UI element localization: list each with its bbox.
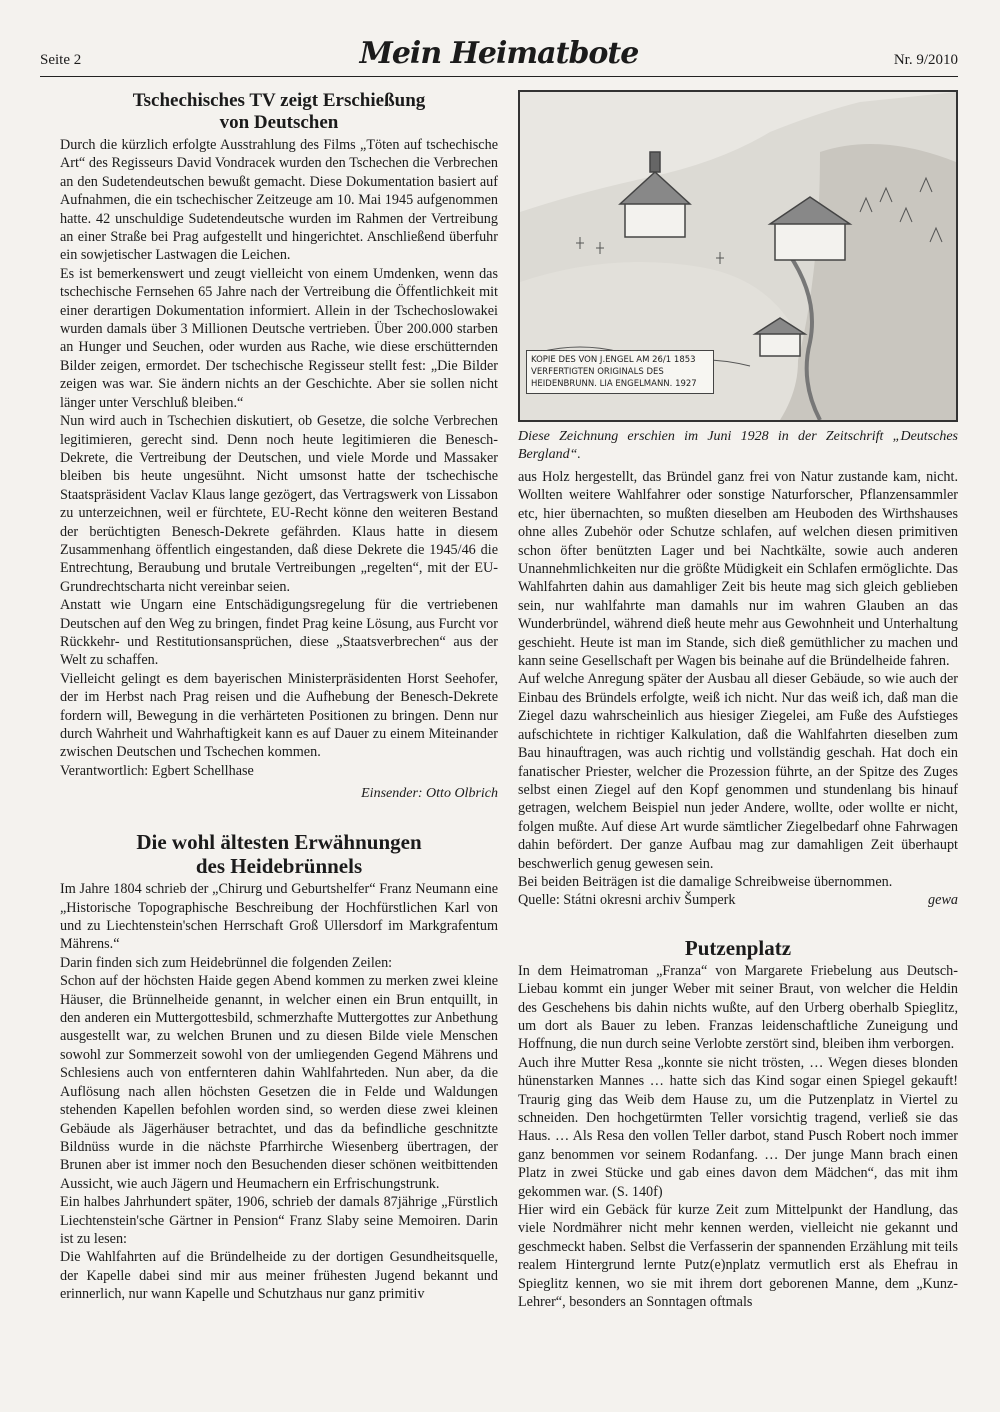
article-heidebruennel-paragraph: Darin finden sich zum Heidebrünnel die folgenden Zeilen:: [60, 954, 393, 971]
article-heidebruennel-continued: [518, 468, 958, 910]
article-putzenplatz-title: Putzenplatz: [684, 935, 792, 960]
article-heidebruennel-title: [60, 830, 498, 878]
article-putzenplatz-paragraph: Auch ihre Mutter Resa „konnte sie nicht trösten, … Wegen dieses blonden hünenstarken Mannes … hatte sich das Kind sogar einen Spiegel gekauft! Traurig ging das Weib dem Hause zu, um die Putzenplatz in Viertel zu schneiden. Den hochgetürmten Teller vorsichtig tragend, verließ sie das Haus. … Als Resa den vollen Teller darbot, stand Pusch Robert noch immer ganz benommen vor seinem Rodanfang. … Der junge Mann brach einen Platz in zwei Stücke und gab eines davon dem Mädchen“, das mit ihm gekommen war. (S. 140f): [518, 1054, 958, 1200]
article-putzenplatz: [518, 936, 958, 1312]
sketch-inscription: KOPIE DES VON J.ENGEL AM 26/1 1853 VERFERTIGTEN ORIGINALS DES HEIDENBRUNN. LIA ENGELMANN. 1927: [526, 350, 714, 394]
article-tv-paragraph: Durch die kürzlich erfolgte Ausstrahlung des Films „Töten auf tschechische Art“ des Regisseurs David Vondracek wurden den Tschechen die Verbrechen an den Sudetendeutschen bewußt gemacht. Diese Dokumentation basiert auf Aufnahmen, die ein tschechischer Zeitzeuge am 10. Mai 1945 aufgenommen hatte. 42 unschuldige Sudetendeutsche wurden im Rahmen der Vertreibung an einer Straße bei Prag aufgestellt und hingerichtet. Anschließend überfuhr ein sowjetischer Lastwagen die Leichen.: [60, 137, 498, 264]
article-heidebruennel-title-line2: des Heidebrünnels: [195, 854, 363, 879]
article-tv-paragraph: Vielleicht gelingt es dem bayerischen Ministerpräsidenten Horst Seehofer, der im Herbst nach Prag reisen und die Aufhebung der Benesch-Dekrete fordern will, Bewegung in die verhärteten Positionen zu bringen. Denn nur durch Wahrheit und Wahrhaftigkeit kann es auf Dauer zu einem Miteinander zwischen Deutschen und Tschechen kommen.: [60, 670, 498, 761]
article-tv-title-line1: Tschechisches TV zeigt Erschießung: [132, 90, 426, 111]
article-heidebruennel-title-line1: Die wohl ältesten Erwähnungen: [136, 830, 422, 855]
article-tv-title-line2: von Deutschen: [219, 112, 339, 133]
article-tv-responsible: Verantwortlich: Egbert Schellhase: [60, 762, 254, 779]
article-heidebruennel-paragraph: Ein halbes Jahrhundert später, 1906, schrieb der damals 87jährige „Fürstlich Liechtenstein'sche Gärtner in Pension“ Franz Slaby seine Memoiren. Darin ist zu lesen:: [60, 1194, 498, 1247]
article-heidebruennel-paragraph: Im Jahre 1804 schrieb der „Chirurg und Geburtshelfer“ Franz Neumann eine „Historische Topographische Beschreibung der Hochfürstlichen Karl von und zu Liechtenstein'schen Herrschaft Groß Ullersdorf im Markgrafentum Mährens.“: [60, 881, 498, 953]
article-heidebruennel-paragraph: Schon auf der höchsten Haide gegen Abend kommen zu merken zwei kleine Häuser, die Brünnelheide genannt, in welcher einen ein Brun entquillt, in den anderen ein Muttergottesbild, schmerzhafte Muttergottes zur Anbethung ausgestellt war, zu welchen Brunen und zu diesen Bilde viele Menschen sowohl zur Sommerzeit sowohl von der umliegenden Gegend Mährens und Schlesiens auch von entfernteren dahin Wahlfahrteden. Nun aber, da die Auflösung nach allen höchsten Gesetzen die in Felde und Waldungen stehenden Kapellen befohlen worden sind, so werden diese zwei kleinen Gebäude als Jägerhäuser betrachtet, und das da befindliche geschnitzte Bildnüss wurde in die nächste Pfarrhirche Wiesenberg übertragen, der Brunen aber ist immer noch den Besuchenden dieser schönen weitbittenden Aussicht, wie auch Jägern und Heumachern ein Erfrischungstrunk.: [60, 973, 498, 1192]
right-column: [518, 90, 958, 1311]
article-putzenplatz-paragraph: Hier wird ein Gebäck für kurze Zeit zum Mittelpunkt der Handlung, das viele Nordmährer nicht mehr kennen werden, vielleicht nie gekannt und geschmeckt haben. Selbst die Verfasserin der spannenden Erzählung mit teils realem Hintergrund lernte Putz(e)nplatz vermutlich erst als Ehefrau in Spieglitz kennen, wo sie mit ihrem dort geborenen Manne, dem „Kunz-Lehrer“, besonders an Sonntagen oftmals: [518, 1202, 958, 1311]
article-tv: [60, 90, 498, 804]
article-tv-title: [60, 90, 498, 134]
issue-number: Nr. 9/2010: [893, 52, 958, 68]
figure-caption: Diese Zeichnung erschien im Juni 1928 in der Zeitschrift „Deutsches Bergland“.: [518, 429, 958, 462]
article-putzenplatz-paragraph: In dem Heimatroman „Franza“ von Margarete Friebelung aus Deutsch-Liebau kommt ein junger Weber mit seiner Braut, von welcher die Heldin des Geschehens bis dahin nichts wußte, auf den Urberg oberhalb Spieglitz, um dort als Bauer zu leben. Franzas leidenschaftliche Zuneigung und Hoffnung, die nun durch seine Verlobte zerstört sind, bleiben ihm verborgen.: [518, 962, 958, 1053]
masthead-logo: Mein Heimatbote: [359, 36, 639, 71]
left-column: [60, 90, 498, 1304]
article-heidebruennel-paragraph: Auf welche Anregung später der Ausbau all dieser Gebäude, so wie auch der Einbau des Bründels erfolgte, weiß ich nicht. Nur das weiß ich, daß man die Ziegel dazu wahrscheinlich aus hiesiger Ziegelei, am Fuße des Aufstieges aufschichtete in richtiger Kalkulation, daß die Wahlfahrten dieselben zum Bau hinauftragen, was auch richtig und vollständig geschah. Hat doch ein fanatischer Priester, welcher die Prozession führte, an der Spitze des Zuges selbst einen Ziegel auf den Kopf genommen und stundenlang bis hinauf getragen, welchem Beispiel nun jeder Andere, wollte, oder wollte er nicht, folgen mußte. Auf diese Art wurde sämtlicher Ziegelbedarf ohne Fahrwagen dahin befördert. Der ganze Aufbau mag zur damahligen Zeit überhaupt beschwerlich genug gewesen sein.: [518, 671, 958, 872]
article-tv-paragraph: Nun wird auch in Tschechien diskutiert, ob Gesetze, die solche Verbrechen legitimieren, gerecht sind. Denn noch heute legitimieren die Benesch-Dekrete, die Vertreibung der Deutschen, und viele Morde und Massaker bleiben bis heute ungesühnt. Nicht umsonst hatte der tschechische Staatspräsident Vaclav Klaus lange gezögert, das Vertragswerk von Lissabon zu unterzeichnen, weil er fürchtete, EU-Recht könne den weiteren Bestand der berüchtigten Benesch-Dekrete gefährden. Klaus hatte in diesem Zusammenhang öffentlich eingestanden, daß diese Dekrete die 1945/46 die Entrechtung, Beraubung und brutale Vertreibungen „regelten“, mit der EU-Grundrechtscharta nicht vereinbar seien.: [60, 413, 498, 595]
article-heidebruennel-paragraph: Die Wahlfahrten auf die Bründelheide zu der dortigen Gesundheitsquelle, der Kapelle dabei sind mir aus meiner frühesten Jugend bekannt und erinnerlich, nur wann Kapelle und Schutzhaus nur ganz primitiv: [60, 1249, 498, 1303]
sketch-illustration: [518, 90, 958, 422]
article-tv-paragraph: Es ist bemerkenswert und zeugt vielleicht von einem Umdenken, wenn das tschechische Fernsehen 65 Jahre nach der Vertreibung die Öffentlichkeit mit einer derartigen Dokumentation informiert. Allein in der Tschechoslowakei wurden damals über 3 Millionen Deutsche vertrieben. Über 200.000 starben an Hunger und Seuchen, oder wurden aus Rache, wie diese erschütternden Bilder zeigen, ermordet. Der tschechische Regisseur stellt fest: „Die Bilder zeigen was war. Sie ändern nichts an der Geschichte. Aber sie sollen nicht länger unter Verschluß bleiben.“: [60, 265, 498, 411]
article-heidebruennel-note: Bei beiden Beiträgen ist die damalige Schreibweise übernommen.: [518, 873, 893, 890]
article-heidebruennel-paragraph: aus Holz hergestellt, das Bründel ganz frei von Natur zustande kam, nicht. Wollten weitere Wahlfahrer oder sonstige Naturforscher, Pflanzensammler etc, hier übernachten, so mußten dieselben am Heuboden des Wirthshauses ohne alles Zubehör oder Schutze schlafen, auf welchen diesen primitiven schon öfter benützten Lager und bei Nachtkälte, sowie auch anderen Unannehmlichkeiten nur die größte Müdigkeit ein Schlafen ermöglichte. Das Wahlfahrten dahin aus damahliger Zeit bis heute mag sich gleich geblieben sein, nur wahlfahrte man damahls nur im wahren Glauben an das Wunderbründel, während dieß heute mehr aus Gewohnheit und Unterhaltung geschieht. Heute ist man im Stande, sich dieß gemüthlicher zu machen und kann seine Gesellschaft per Wagen bis beinahe auf die Bründelheide fahren.: [518, 469, 958, 670]
article-tv-sender: Einsender: Otto Olbrich: [361, 786, 498, 802]
article-source: Quelle: Státni okresni archiv Šumperk: [518, 892, 736, 909]
page-header: [40, 36, 958, 77]
article-tv-paragraph: Anstatt wie Ungarn eine Entschädigungsregelung für die vertriebenen Deutschen auf den Weg zu bringen, findet Prag keine Lösung, aus Furcht vor Rückkehr- und Restitutionsansprüchen, diese „Staatsverbrechen“ aus der Welt zu schaffen.: [60, 597, 498, 669]
article-source-line: [518, 891, 958, 909]
page-number: Seite 2: [40, 52, 82, 68]
article-heidebruennel: [60, 830, 498, 1303]
article-author: gewa: [928, 892, 958, 909]
